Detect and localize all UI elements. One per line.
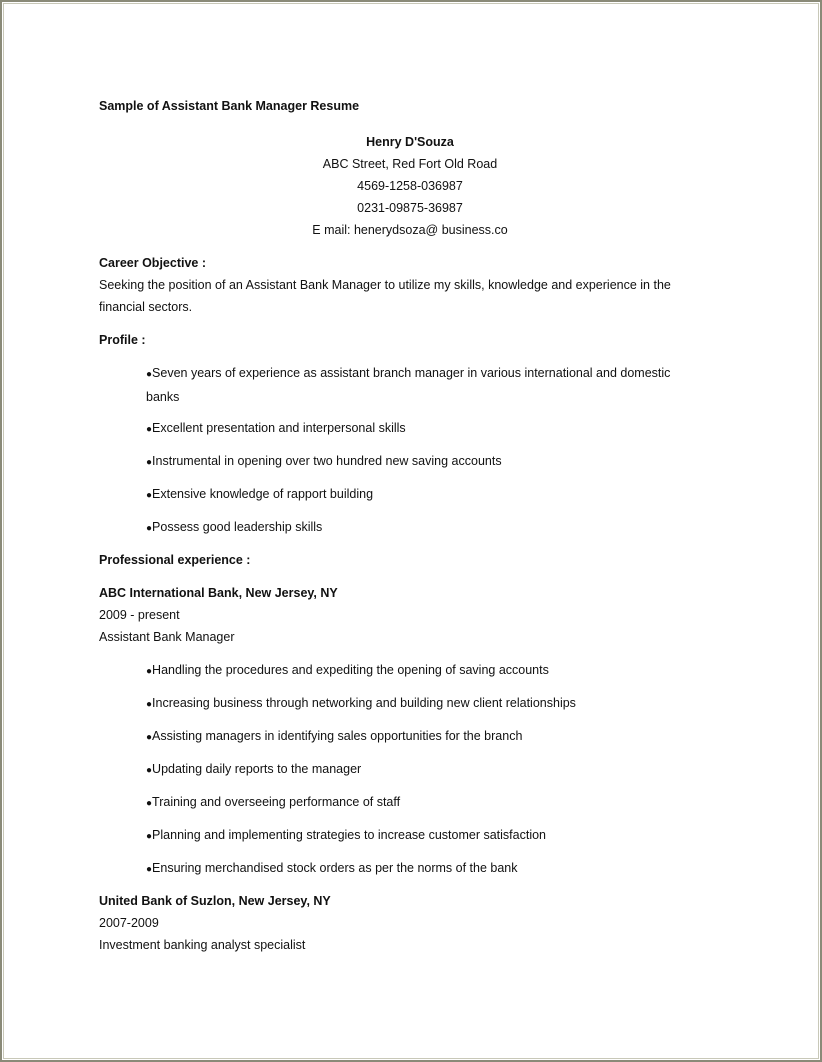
profile-item: ●Possess good leadership skills [146, 520, 323, 534]
address: ABC Street, Red Fort Old Road [322, 157, 498, 171]
job-duty: ●Training and overseeing performance of staff [146, 795, 401, 809]
profile-item: ●Excellent presentation and interpersonal skills [146, 421, 406, 435]
job-duty: ●Ensuring merchandised stock orders as per the norms of the bank [146, 861, 518, 875]
email: E mail: henerydsoza@ business.co [312, 223, 508, 237]
job-period: 2009 - present [99, 608, 180, 622]
profile-heading: Profile : [99, 333, 146, 347]
bullet-icon: ● [146, 732, 153, 743]
bullet-icon: ● [146, 666, 153, 677]
job-duty: ●Increasing business through networking and building new client relationships [146, 696, 576, 710]
experience-heading: Professional experience : [99, 553, 251, 567]
career-objective-heading: Career Objective : [99, 256, 206, 270]
bullet-icon: ● [146, 369, 153, 380]
profile-item: ●Seven years of experience as assistant branch manager in various international and domestic banks [146, 366, 671, 404]
bullet-icon: ● [146, 864, 153, 875]
bullet-icon: ● [146, 424, 153, 435]
phone-2: 0231-09875-36987 [357, 201, 463, 215]
bullet-icon: ● [146, 699, 153, 710]
profile-item: ●Extensive knowledge of rapport building [146, 487, 374, 501]
career-objective-text: Seeking the position of an Assistant Bank Manager to utilize my skills, knowledge and experience in the financial sectors. [99, 278, 671, 314]
job-company: United Bank of Suzlon, New Jersey, NY [99, 894, 331, 908]
profile-item: ●Instrumental in opening over two hundred new saving accounts [146, 454, 502, 468]
job-duty: ●Handling the procedures and expediting the opening of saving accounts [146, 663, 549, 677]
job-period: 2007-2009 [99, 916, 159, 930]
bullet-icon: ● [146, 765, 153, 776]
job-role: Investment banking analyst specialist [99, 938, 306, 952]
job-role: Assistant Bank Manager [99, 630, 235, 644]
bullet-icon: ● [146, 798, 153, 809]
job-duty: ●Assisting managers in identifying sales opportunities for the branch [146, 729, 523, 743]
bullet-icon: ● [146, 490, 153, 501]
job-duty: ●Planning and implementing strategies to increase customer satisfaction [146, 828, 547, 842]
bullet-icon: ● [146, 831, 153, 842]
candidate-name: Henry D'Souza [366, 135, 454, 149]
document-title: Sample of Assistant Bank Manager Resume [99, 99, 360, 113]
bullet-icon: ● [146, 523, 153, 534]
job-duty: ●Updating daily reports to the manager [146, 762, 362, 776]
bullet-icon: ● [146, 457, 153, 468]
phone-1: 4569-1258-036987 [357, 179, 463, 193]
job-company: ABC International Bank, New Jersey, NY [99, 586, 338, 600]
